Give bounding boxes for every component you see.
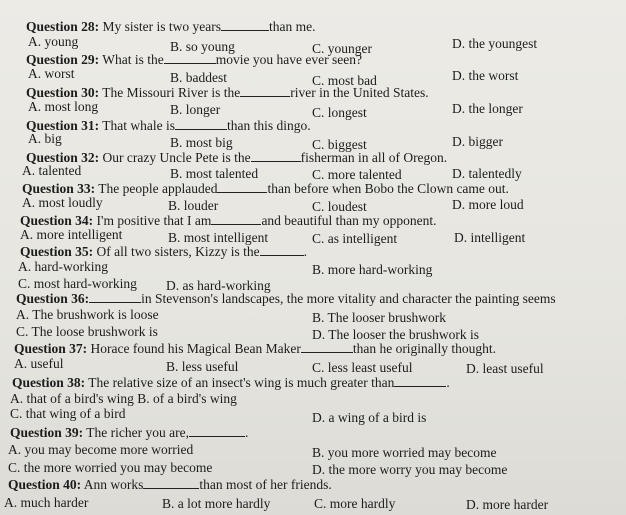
answer-blank	[143, 478, 199, 489]
option-d: D. the longer	[452, 101, 523, 116]
answer-blank	[164, 53, 216, 64]
answer-blank	[217, 182, 267, 193]
option-c: C. longest	[312, 105, 367, 120]
option-a: A. much harder	[4, 495, 89, 510]
question-number: Question 37:	[14, 341, 88, 356]
option-b: B. most big	[170, 135, 233, 150]
option-a: A. young	[28, 34, 79, 49]
option-b: B. more hard-working	[312, 262, 433, 277]
option-c: C. most bad	[312, 73, 377, 88]
option-c: C. the more worried you may become	[8, 460, 213, 475]
option-a: A. most long	[28, 99, 99, 114]
option-a: A. worst	[28, 66, 75, 81]
option-a: A. useful	[14, 356, 64, 371]
question-number: Question 30:	[26, 85, 100, 100]
option-a: A. more intelligent	[20, 227, 123, 242]
question-38-stem: Question 38: The relative size of an insect's wing is much greater than .	[12, 375, 450, 390]
option-c: C. most hard-working	[18, 276, 137, 291]
option-b: B. The looser brushwork	[312, 310, 446, 325]
question-number: Question 29:	[26, 52, 100, 67]
question-number: Question 38:	[12, 375, 86, 390]
answer-blank	[301, 342, 353, 353]
answer-blank	[211, 214, 261, 225]
option-c: C. as intelligent	[312, 231, 398, 246]
option-d: D. a wing of a bird is	[312, 410, 427, 425]
question-29-stem: Question 29: What is the movie you have ever seen?	[26, 52, 362, 67]
option-d: D. the worst	[452, 68, 519, 83]
option-b: B. you more worried may become	[312, 445, 497, 460]
question-number: Question 33:	[22, 181, 96, 196]
option-d: D. bigger	[452, 134, 503, 149]
option-b: B. louder	[168, 198, 219, 213]
answer-blank	[240, 86, 290, 97]
option-d: D. the more worry you may become	[312, 462, 508, 477]
answer-blank	[221, 20, 269, 31]
question-number: Question 32:	[26, 150, 100, 165]
option-b: B. baddest	[170, 70, 227, 85]
question-35-stem: Question 35: Of all two sisters, Kizzy is the .	[20, 244, 307, 259]
option-a: A. most loudly	[22, 195, 103, 210]
question-36-stem: Question 36: in Stevenson's landscapes, the more vitality and character the painting seems	[16, 291, 556, 306]
question-38-options-row	[10, 392, 237, 406]
answer-blank	[260, 245, 304, 256]
option-d: D. as hard-working	[166, 278, 271, 293]
question-number: Question 28:	[26, 19, 100, 34]
answer-blank	[251, 151, 301, 162]
answer-blank	[189, 426, 245, 437]
option-a: A. that of a bird's wing	[10, 391, 134, 406]
option-c: C. younger	[312, 41, 372, 56]
question-30-stem: Question 30: The Missouri River is the river in the United States.	[26, 85, 429, 100]
option-c: C. more hardly	[314, 496, 396, 511]
option-a: A. big	[28, 131, 62, 146]
option-d: D. more loud	[452, 197, 524, 212]
option-d: D. the youngest	[452, 36, 538, 51]
option-d: D. talentedly	[452, 166, 522, 181]
question-number: Question 35:	[20, 244, 94, 259]
answer-blank	[394, 376, 446, 387]
question-number: Question 31:	[26, 118, 100, 133]
option-a: A. The brushwork is loose	[16, 307, 159, 322]
option-c: C. The loose brushwork is	[16, 324, 158, 339]
option-d: D. more harder	[466, 497, 549, 512]
option-c: C. more talented	[312, 167, 402, 182]
option-b: B. a lot more hardly	[162, 496, 271, 511]
option-b: B. longer	[170, 102, 221, 117]
answer-blank	[89, 292, 141, 303]
question-number: Question 34:	[20, 213, 94, 228]
question-34-stem: Question 34: I'm positive that I am and beautiful than my opponent.	[20, 213, 437, 228]
question-28-stem: Question 28: My sister is two years than me.	[26, 19, 316, 34]
question-number: Question 40:	[8, 477, 82, 492]
option-b: B. most intelligent	[168, 230, 269, 245]
option-c: C. biggest	[312, 137, 367, 152]
option-a: A. you may become more worried	[8, 442, 194, 457]
question-40-stem: Question 40: Ann works than most of her friends.	[8, 477, 332, 492]
question-37-stem: Question 37: Horace found his Magical Bean Maker than he originally thought.	[14, 341, 497, 356]
option-b: B. most talented	[170, 166, 259, 181]
option-b: B. less useful	[166, 359, 239, 374]
option-d: D. The looser the brushwork is	[312, 327, 479, 342]
option-c: C. less least useful	[312, 360, 413, 375]
option-d: D. least useful	[466, 361, 544, 376]
question-39-stem: Question 39: The richer you are, .	[10, 425, 249, 440]
option-d: D. intelligent	[454, 230, 526, 245]
option-c: C. that wing of a bird	[10, 406, 126, 421]
option-a: A. talented	[22, 163, 82, 178]
question-31-stem: Question 31: That whale is than this dingo.	[26, 118, 311, 133]
question-number: Question 36:	[16, 291, 90, 306]
answer-blank	[175, 119, 227, 130]
question-number: Question 39:	[10, 425, 84, 440]
option-a: A. hard-working	[18, 259, 108, 274]
option-b: B. of a bird's wing	[137, 391, 237, 406]
option-c: C. loudest	[312, 199, 367, 214]
option-b: B. so young	[170, 39, 235, 54]
question-32-stem: Question 32: Our crazy Uncle Pete is the fisherman in all of Oregon.	[26, 150, 448, 165]
question-33-stem: Question 33: The people applauded than before when Bobo the Clown came out.	[22, 181, 509, 196]
